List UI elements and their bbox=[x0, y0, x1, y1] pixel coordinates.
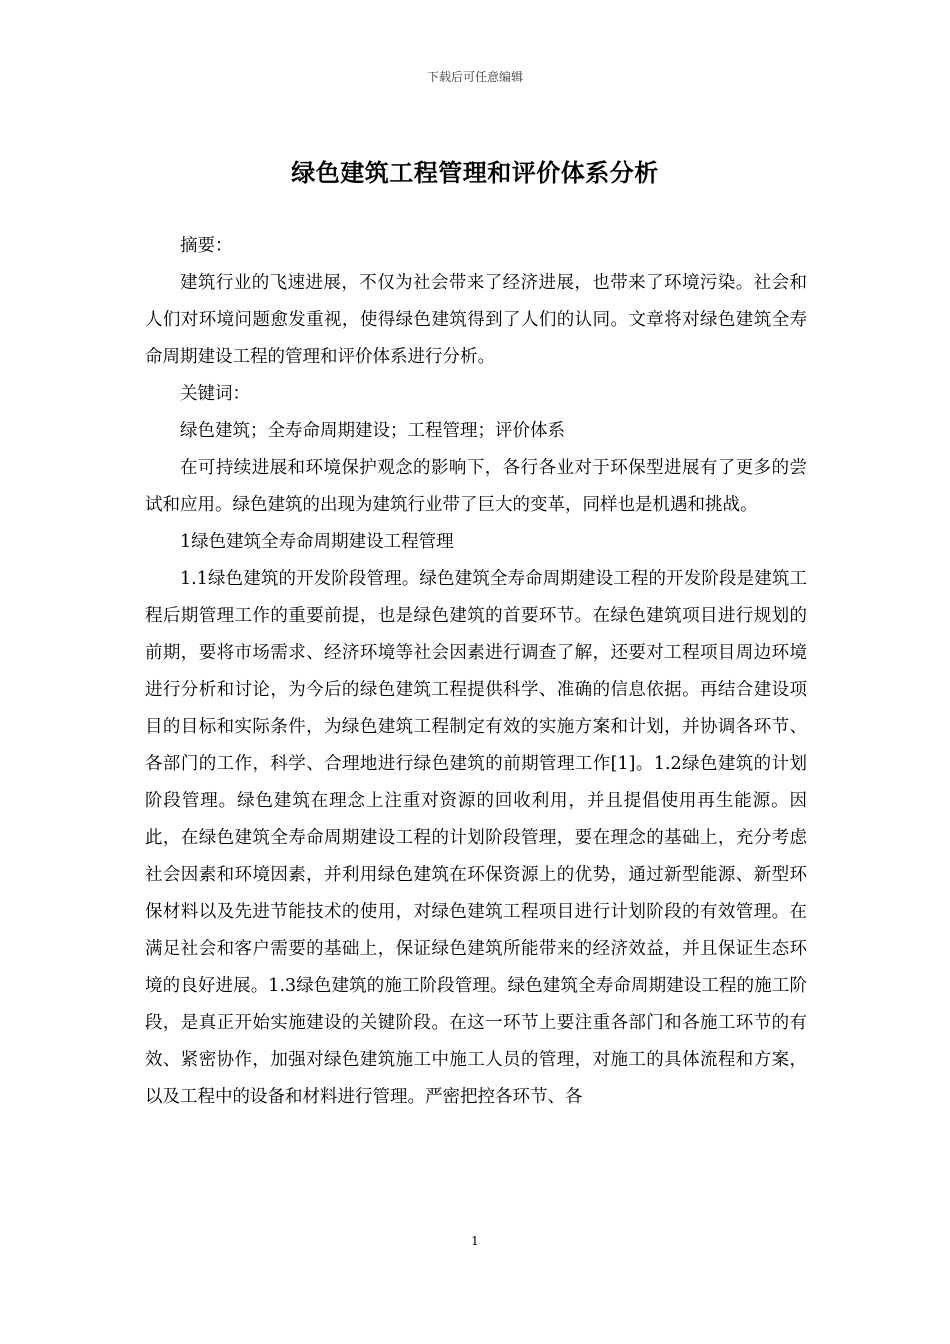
document-title: 绿色建筑工程管理和评价体系分析 bbox=[291, 158, 659, 187]
abstract-paragraph: 建筑行业的飞速进展，不仅为社会带来了经济进展，也带来了环境污染。社会和人们对环境问题愈发重视，使得绿色建筑得到了人们的认同。文章将对绿色建筑全寿命周期建设工程的管理和评价体系进行分析。 bbox=[145, 273, 807, 367]
section-heading: 1绿色建筑全寿命周期建设工程管理 bbox=[180, 532, 454, 552]
abstract-label: 摘要： bbox=[180, 236, 233, 256]
section-paragraph: 1.1绿色建筑的开发阶段管理。绿色建筑全寿命周期建设工程的开发阶段是建筑工程后期管理工作的重要前提，也是绿色建筑的首要环节。在绿色建筑项目进行规划的前期，要将市场需求、经济环境等社会因素进行调查了解，还要对工程项目周边环境进行分析和讨论，为今后的绿色建筑工程提供科学、准确的信息依据。再结合建设项目的目标和实际条件，为绿色建筑工程制定有效的实施方案和计划，并协调各环节、各部门的工作，科学、合理地进行绿色建筑的前期管理工作[1]。1.2绿色建筑的计划阶段管理。绿色建筑在理念上注重对资源的回收利用，并且提倡使用再生能源。因此，在绿色建筑全寿命周期建设工程的计划阶段管理，要在理念的基础上，充分考虑社会因素和环境因素，并利用绿色建筑在环保资源上的优势，通过新型能源、新型环保材料以及先进节能技术的使用，对绿色建筑工程项目进行计划阶段的有效管理。在满足社会和客户需要的基础上，保证绿色建筑所能带来的经济效益，并且保证生态环境的良好进展。1.3绿色建筑的施工阶段管理。绿色建筑全寿命周期建设工程的施工阶段，是真正开始实施建设的关键阶段。在这一环节上要注重各部门和各施工环节的有效、紧密协作，加强对绿色建筑施工中施工人员的管理，对施工的具体流程和方案，以及工程中的设备和材料进行管理。严密把控各环节、各 bbox=[145, 569, 807, 1107]
document-body bbox=[145, 228, 807, 1116]
keywords-paragraph: 绿色建筑；全寿命周期建设；工程管理；评价体系 bbox=[180, 421, 565, 441]
intro-paragraph: 在可持续进展和环境保护观念的影响下，各行各业对于环保型进展有了更多的尝试和应用。绿色建筑的出现为建筑行业带了巨大的变革，同样也是机遇和挑战。 bbox=[145, 458, 807, 515]
keywords-label: 关键词： bbox=[180, 384, 250, 404]
header-note: 下载后可任意编辑 bbox=[426, 70, 523, 84]
page-number: 1 bbox=[471, 1234, 479, 1248]
